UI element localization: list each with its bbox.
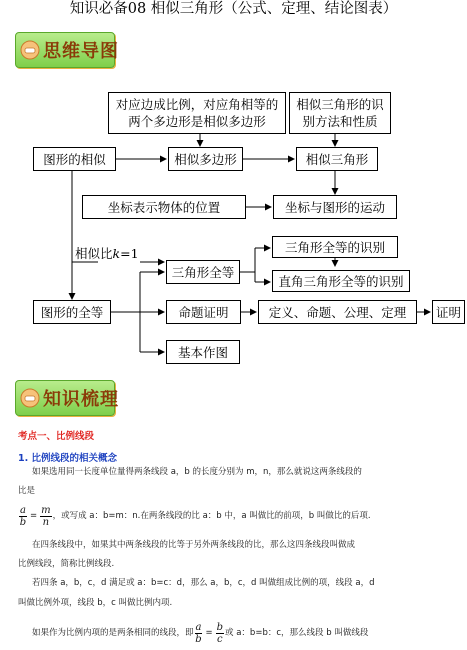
fraction-a-over-b: $\frac{a}{b}$: [19, 505, 27, 528]
section-banner-review: [15, 380, 119, 416]
node-proposition-proof: 命题证明: [166, 300, 241, 324]
paragraph-line: 比是: [18, 486, 36, 496]
node-coordinates-motion: 坐标与图形的运动: [273, 195, 397, 219]
ratio-definition-line: $\frac{a}{b}$ = $\frac{m}{n}$ ，或写成 a：b=m：n.在两条线段的比 a：b 中，a 叫做比的前项，b 叫做比的后项.: [19, 505, 371, 528]
node-triangle-congruence-identification: 三角形全等的识别: [272, 236, 398, 258]
node-figure-similarity: 图形的相似: [33, 147, 116, 171]
section-title-mindmap: 思维导图: [43, 41, 119, 62]
page-title: 知识必备08 相似三角形（公式、定理、结论图表）: [69, 1, 398, 17]
fraction-m-over-n: $\frac{m}{n}$: [41, 505, 51, 528]
fraction-a-over-b: $\frac{a}{b}$: [195, 622, 202, 645]
fraction-b-over-c: $\frac{b}{c}$: [216, 622, 224, 645]
node-basic-construction: 基本作图: [166, 340, 240, 364]
node-coordinate-position: 坐标表示物体的位置: [82, 195, 246, 219]
paragraph-line: 在四条线段中，如果其中两条线段的比等于另外两条线段的比，那么这四条线段叫做成: [32, 540, 356, 550]
node-figure-congruence: 图形的全等: [33, 300, 111, 324]
node-similar-polygons: 相似多边形: [168, 147, 243, 171]
equals-sign: =: [29, 511, 38, 521]
equals-sign: =: [205, 628, 213, 638]
mean-proportional-line: 如果作为比例内项的是两条相同的线段，即 $\frac{a}{b}$ = $\frac{b}{c}$ 或 a：b=b：c，那么线段 b 叫做线段: [32, 622, 369, 645]
decorative-hand-icon: [19, 387, 41, 409]
subheading: 1. 比例线段的相关概念: [18, 453, 118, 464]
node-right-triangle-congruence-identification: 直角三角形全等的识别: [272, 270, 410, 292]
node-proof: 证明: [432, 300, 465, 324]
ratio-label: 相似比k=1: [75, 246, 139, 261]
paragraph-line: 若四条 a，b，c，d 满足或 a：b=c：d，那么 a，b，c，d 叫做组成比例的项，线段 a，d: [32, 578, 375, 588]
concept-similar-triangle-methods: 相似三角形的识别方法和性质: [289, 92, 391, 134]
paragraph-line: 如果选用同一长度单位量得两条线段 a，b 的长度分别为 m，n，那么就说这两条线段的: [32, 467, 362, 477]
node-definition-proposition-axiom-theorem: 定义、命题、公理、定理: [258, 300, 417, 324]
node-triangle-congruence: 三角形全等: [166, 260, 240, 284]
concept-similar-polygon-definition: 对应边成比例，对应角相等的两个多边形是相似多边形: [108, 92, 286, 134]
paragraph-line: 叫做比例外项，线段 b，c 叫做比例内项.: [18, 598, 173, 608]
paragraph-line: 比例线段，简称比例线段.: [18, 559, 115, 569]
point-heading: 考点一、比例线段: [18, 431, 95, 442]
section-title-review: 知识梳理: [43, 389, 119, 410]
node-similar-triangles: 相似三角形: [296, 147, 378, 171]
